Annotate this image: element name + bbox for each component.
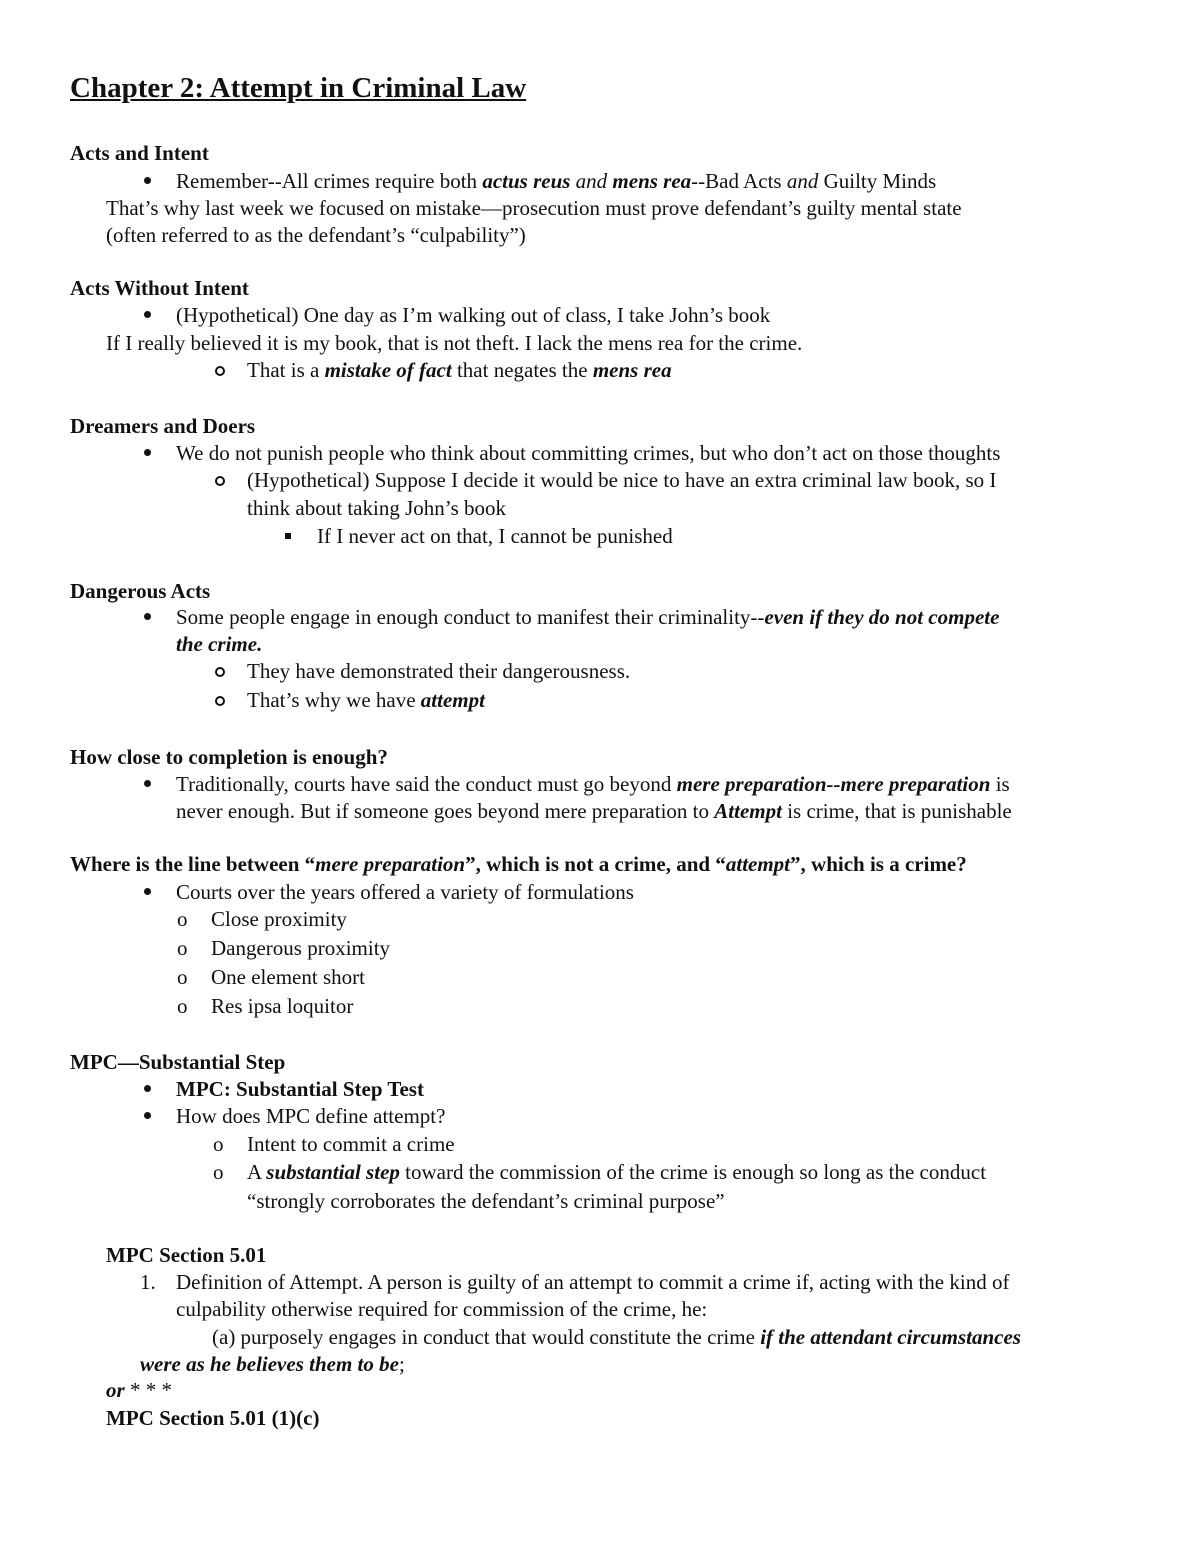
bullet-substantial-step-test: MPC: Substantial Step Test [176, 1077, 424, 1101]
bullet-actus-reus: Remember--All crimes require both actus reus and mens rea--Bad Acts and Guilty Minds [176, 169, 937, 193]
heading-how-close: How close to completion is enough? [70, 745, 388, 769]
paragraph-culpability: (often referred to as the defendant’s “culpability”) [106, 223, 526, 247]
bullet-hypothetical-book: (Hypothetical) One day as I’m walking out of class, I take John’s book [176, 303, 771, 327]
sub-bullet-attempt: That’s why we have attempt [247, 688, 485, 712]
bullet-manifest-criminality: Some people engage in enough conduct to manifest their criminality--even if they do not compete [176, 605, 1000, 629]
sub-bullet-extra-book-cont: think about taking John’s book [247, 496, 506, 520]
list-item-res-ipsa-loquitor: o Res ipsa loquitor [211, 993, 353, 1019]
bullet-punish-thoughts: We do not punish people who think about committing crimes, but who don’t act on those thoughts [176, 441, 1001, 465]
heading-mpc-substantial-step: MPC—Substantial Step [70, 1050, 286, 1074]
heading-where-is-the-line: Where is the line between “mere preparation”, which is not a crime, and “attempt”, which is a crime? [70, 852, 967, 876]
sub-bullet-intent: o Intent to commit a crime [247, 1131, 455, 1157]
sub-bullet-extra-book: (Hypothetical) Suppose I decide it would be nice to have an extra criminal law book, so I [247, 468, 997, 492]
numbered-item-definition-cont: culpability otherwise required for commission of the crime, he: [176, 1297, 708, 1321]
heading-dangerous-acts: Dangerous Acts [70, 579, 211, 603]
subsub-bullet-never-act: If I never act on that, I cannot be punished [317, 524, 673, 548]
list-item-one-element-short: o One element short [211, 964, 365, 990]
bullet-mere-preparation-cont: never enough. But if someone goes beyond mere preparation to Attempt is crime, that is punishable [176, 799, 1012, 823]
bullet-formulations: Courts over the years offered a variety of formulations [176, 880, 634, 904]
sub-bullet-mistake-of-fact: That is a mistake of fact that negates the mens rea [247, 358, 672, 382]
sub-bullet-substantial-step-cont: “strongly corroborates the defendant’s criminal purpose” [247, 1189, 725, 1213]
bullet-mere-preparation: Traditionally, courts have said the conduct must go beyond mere preparation--mere preparation is [176, 772, 1010, 796]
clause-a: (a) purposely engages in conduct that would constitute the crime if the attendant circumstances [212, 1325, 1021, 1349]
heading-dreamers-and-doers: Dreamers and Doers [70, 414, 256, 438]
page-title: Chapter 2: Attempt in Criminal Law [70, 72, 527, 104]
numbered-item-definition: 1. Definition of Attempt. A person is guilty of an attempt to commit a crime if, acting with the kind of [176, 1269, 1009, 1295]
or-ellipsis: or * * * [106, 1378, 172, 1402]
list-item-dangerous-proximity: o Dangerous proximity [211, 935, 390, 961]
heading-mpc-section-501-1c: MPC Section 5.01 (1)(c) [106, 1406, 320, 1430]
sub-bullet-dangerousness: They have demonstrated their dangerousness. [247, 659, 631, 683]
paragraph-mistake: That’s why last week we focused on mistake—prosecution must prove defendant’s guilty mental state [106, 196, 962, 220]
heading-mpc-section-501: MPC Section 5.01 [106, 1243, 267, 1267]
heading-acts-without-intent: Acts Without Intent [70, 276, 249, 300]
paragraph-not-theft: If I really believed it is my book, that is not theft. I lack the mens rea for the crime. [106, 331, 803, 355]
list-item-close-proximity: o Close proximity [211, 906, 347, 932]
heading-acts-and-intent: Acts and Intent [70, 141, 209, 165]
sub-bullet-substantial-step: o A substantial step toward the commission of the crime is enough so long as the conduct [247, 1159, 986, 1185]
bullet-manifest-criminality-cont: the crime. [176, 632, 263, 656]
clause-a-cont: were as he believes them to be; [140, 1352, 405, 1376]
bullet-mpc-define: How does MPC define attempt? [176, 1104, 446, 1128]
